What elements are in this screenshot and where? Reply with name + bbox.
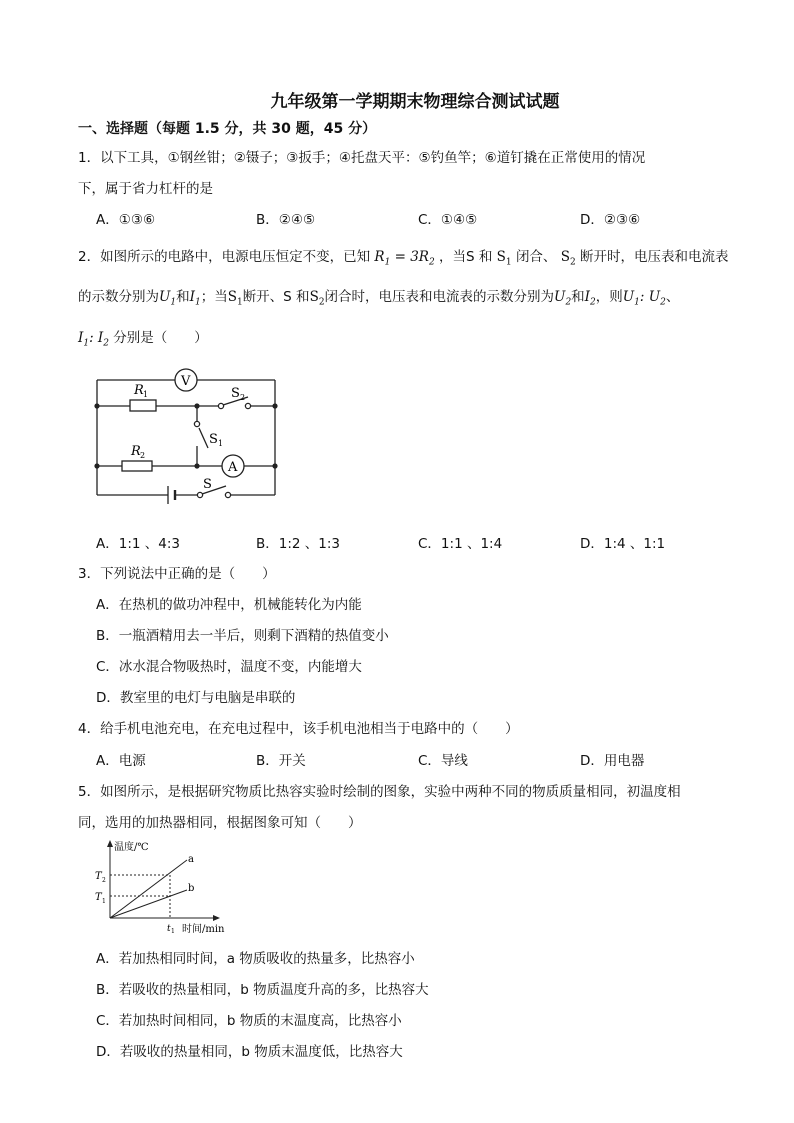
tick-t1: T (95, 892, 102, 903)
tick-t2-sub: 2 (102, 877, 106, 884)
q2-text: 和 (176, 289, 190, 305)
resistor-r1 (130, 400, 156, 411)
symbol-u1: $U_1$ (159, 289, 177, 308)
tick-time-t1: t (167, 924, 171, 934)
ratio-i1-i2: $I_1$: $I_2$ (78, 330, 109, 349)
question-2-option-d: D．1:4 、1:1 (580, 536, 666, 552)
line-b (110, 890, 187, 918)
q2-text: 断开时，电压表和电流表 (580, 249, 729, 265)
question-2-option-c: C．1:1 、1:4 (418, 536, 503, 552)
x-axis-label: 时间/min (182, 924, 225, 935)
question-4-option-c: C．导线 (418, 753, 468, 769)
symbol-s2: $S_2$ (560, 249, 576, 268)
page-title: 九年级第一学期期末物理综合测试试题 (270, 92, 560, 112)
symbol-u2: $U_2$ (554, 289, 572, 308)
y-axis-label: 温度/℃ (114, 842, 149, 853)
question-1-option-c: C．①④⑤ (418, 212, 478, 228)
symbol-s1: $S_1$ (227, 289, 243, 308)
question-2-line-3 (78, 326, 208, 349)
q2-text: 断开、S 和 (242, 289, 310, 305)
symbol-i2: $I_2$ (584, 289, 596, 308)
line-a (110, 860, 187, 918)
question-5-option-a: A．若加热相同时间，a 物质吸收的热量多，比热容小 (96, 951, 415, 967)
question-3-option-c: C．冰水混合物吸热时，温度不变，内能增大 (96, 659, 362, 675)
label-ammeter: A (228, 460, 238, 475)
question-1-line-1: 1．以下工具，①钢丝钳；②镊子；③扳手；④托盘天平：⑤钓鱼竿；⑥道钉撬在正常使用的情况 (78, 150, 646, 166)
question-2-line-2 (78, 285, 679, 308)
label-r1: R (134, 383, 144, 398)
q2-text: 分别是（ ） (113, 330, 208, 346)
question-4-option-d: D．用电器 (580, 753, 645, 769)
question-3-stem: 3．下列说法中正确的是（ ） (78, 566, 276, 582)
label-s2: S (231, 386, 240, 401)
label-s1: S (209, 432, 218, 447)
question-2-option-a: A．1:1 、4:3 (96, 536, 180, 552)
label-s2-sub: 2 (240, 393, 246, 402)
question-1-option-b: B．②④⑤ (256, 212, 316, 228)
question-4-option-a: A．电源 (96, 753, 146, 769)
question-4-stem: 4．给手机电池充电，在充电过程中，该手机电池相当于电路中的（ ） (78, 721, 519, 737)
label-r2-sub: 2 (140, 451, 146, 460)
temperature-time-graph (92, 838, 242, 938)
label-voltmeter: V (181, 374, 191, 389)
question-3-option-a: A．在热机的做功冲程中，机械能转化为内能 (96, 597, 362, 613)
question-1-line-2: 下，属于省力杠杆的是 (78, 181, 213, 197)
q2-text: ，则 (595, 289, 623, 305)
question-1-option-d: D．②③⑥ (580, 212, 641, 228)
q2-text: ，当S 和 (438, 249, 493, 265)
q2-text: 闭合时，电压表和电流表的示数分别为 (324, 289, 555, 305)
symbol-s2: $S_2$ (309, 289, 325, 308)
label-r1-sub: 1 (143, 390, 149, 399)
question-5-option-c: C．若加热时间相同，b 物质的末温度高，比热容小 (96, 1013, 402, 1029)
question-5-line-1: 5．如图所示，是根据研究物质比热容实验时绘制的图象，实验中两种不同的物质质量相同，初温度相 (78, 784, 681, 800)
question-5-line-2: 同，选用的加热器相同，根据图象可知（ ） (78, 815, 362, 831)
tick-time-t1-sub: 1 (171, 928, 175, 935)
formula-r1-eq-3r2: $R_1 = 3R_2$ (374, 249, 435, 268)
question-4-option-b: B．开关 (256, 753, 306, 769)
label-a: a (188, 854, 194, 865)
symbol-s1: $S_1$ (496, 249, 512, 268)
question-2-line-1 (78, 245, 729, 268)
q2-text: 闭合、 (515, 249, 557, 265)
switch-s2-contact (218, 403, 223, 408)
label-b: b (188, 883, 195, 894)
ratio-u1-u2: $U_1$: $U_2$ (622, 289, 666, 308)
q2-text: 和 (571, 289, 585, 305)
q2-text: 2．如图所示的电路中，电源电压恒定不变，已知 (78, 249, 371, 265)
x-axis-arrow (213, 915, 220, 921)
question-3-option-d: D．教室里的电灯与电脑是串联的 (96, 690, 296, 706)
switch-s1 (199, 428, 208, 448)
q2-text: 、 (665, 289, 680, 305)
question-1-option-a: A．①③⑥ (96, 212, 156, 228)
label-s1-sub: 1 (218, 439, 224, 448)
label-s: S (203, 477, 212, 492)
question-5-option-b: B．若吸收的热量相同，b 物质温度升高的多，比热容大 (96, 982, 429, 998)
circuit-diagram (90, 362, 285, 504)
question-2-option-b: B．1:2 、1:3 (256, 536, 341, 552)
q2-text: 的示数分别为 (78, 289, 159, 305)
resistor-r2 (122, 461, 152, 471)
y-axis-arrow (107, 840, 113, 847)
question-3-option-b: B．一瓶酒精用去一半后，则剩下酒精的热值变小 (96, 628, 389, 644)
label-r2: R (131, 444, 141, 459)
symbol-i1: $I_1$ (189, 289, 201, 308)
q2-text: ；当 (200, 289, 228, 305)
tick-t2: T (95, 871, 102, 882)
tick-t1-sub: 1 (102, 898, 106, 905)
section-heading: 一、选择题（每题 1.5 分，共 30 题，45 分） (78, 121, 377, 137)
question-5-option-d: D．若吸收的热量相同，b 物质末温度低，比热容大 (96, 1044, 403, 1060)
